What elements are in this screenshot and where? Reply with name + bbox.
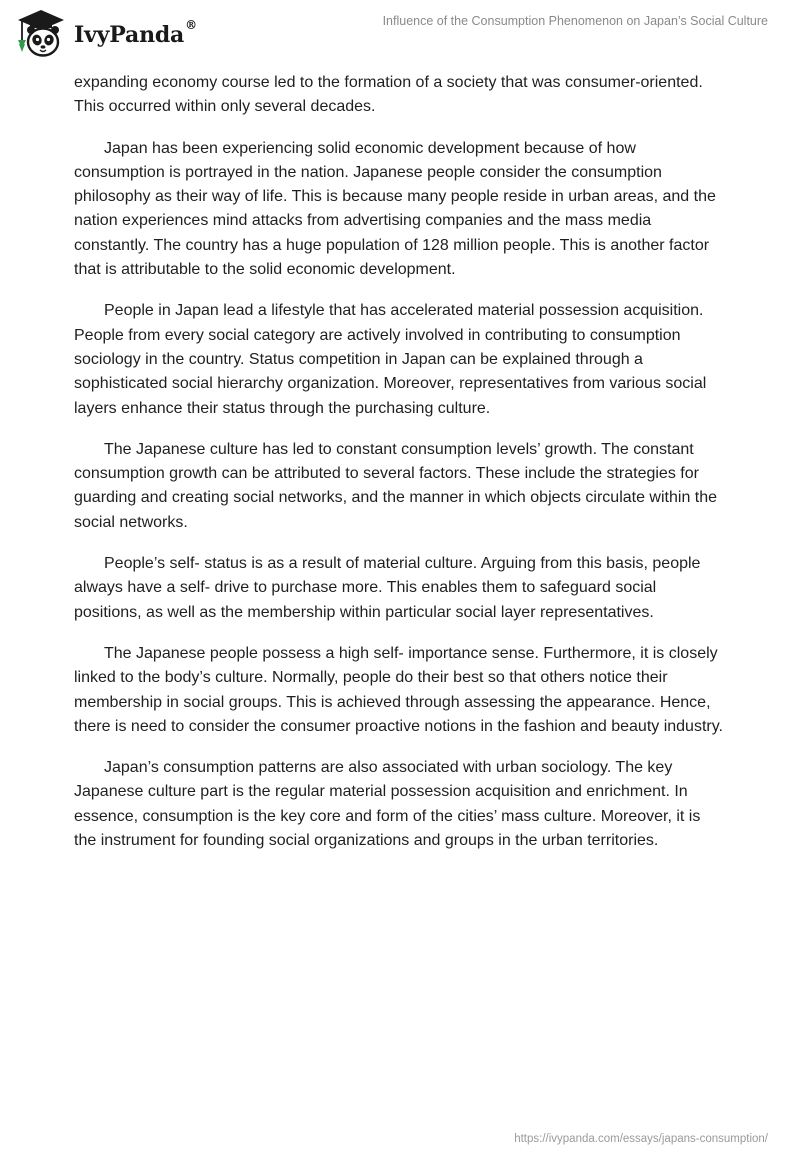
panda-graduate-icon [14,8,68,60]
page-header [0,0,800,66]
registered-mark: ® [185,18,197,32]
logo-wordmark [74,18,197,48]
source-url-link[interactable]: https://ivypanda.com/essays/japans-consumption/ [514,1133,768,1145]
paragraph-4: The Japanese culture has led to constant consumption levels’ growth. The constant consumption growth can be attributed to several factors. These include the strategies for guarding and creating social networks, and the manner in which objects circulate within the social networks. [74,440,718,531]
paragraph-5: People’s self- status is as a result of material culture. Arguing from this basis, people always have a self- drive to purchase more. This enables them to safeguard social positions, as well as the membership within particular social layer representatives. [74,555,701,621]
paragraph-1: expanding economy course led to the formation of a society that was consumer-oriented. This occurred within only several decades. [74,74,703,116]
paragraph-2: Japan has been experiencing solid economic development because of how consumption is portrayed in the nation. Japanese people consider the consumption philosophy as their way of life. This is because many people reside in urban areas, and the nation experiences mind attacks from advertising companies and the mass media constantly. The country has a huge population of 128 million people. This is another factor that is attributable to the solid economic development. [74,139,716,279]
paragraph-7: Japan’s consumption patterns are also associated with urban sociology. The key Japanese culture part is the regular material possession acquisition and enrichment. In essence, consumption is the key core and form of the cities’ mass culture. Moreover, it is the instrument for founding social organizations and groups in the urban territories. [74,759,701,850]
ivypanda-logo[interactable] [14,8,197,60]
document-title: Influence of the Consumption Phenomenon on Japan’s Social Culture [382,14,768,28]
paragraph-6: The Japanese people possess a high self- importance sense. Furthermore, it is closely linked to the body’s culture. Normally, people do their best so that others notice their membership in social groups. This is achieved through assessing the appearance. Hence, there is need to consider the consumer proactive notions in the fashion and beauty industry. [74,644,723,735]
essay-body [74,71,726,870]
paragraph-3: People in Japan lead a lifestyle that has accelerated material possession acquisition. People from every social category are actively involved in contributing to consumption sociology in the country. Status competition in Japan can be explained through a sophisticated social hierarchy organization. Moreover, representatives from various social layers enhance their status through the purchasing culture. [74,302,707,417]
logo-text: IvyPanda [74,22,185,48]
